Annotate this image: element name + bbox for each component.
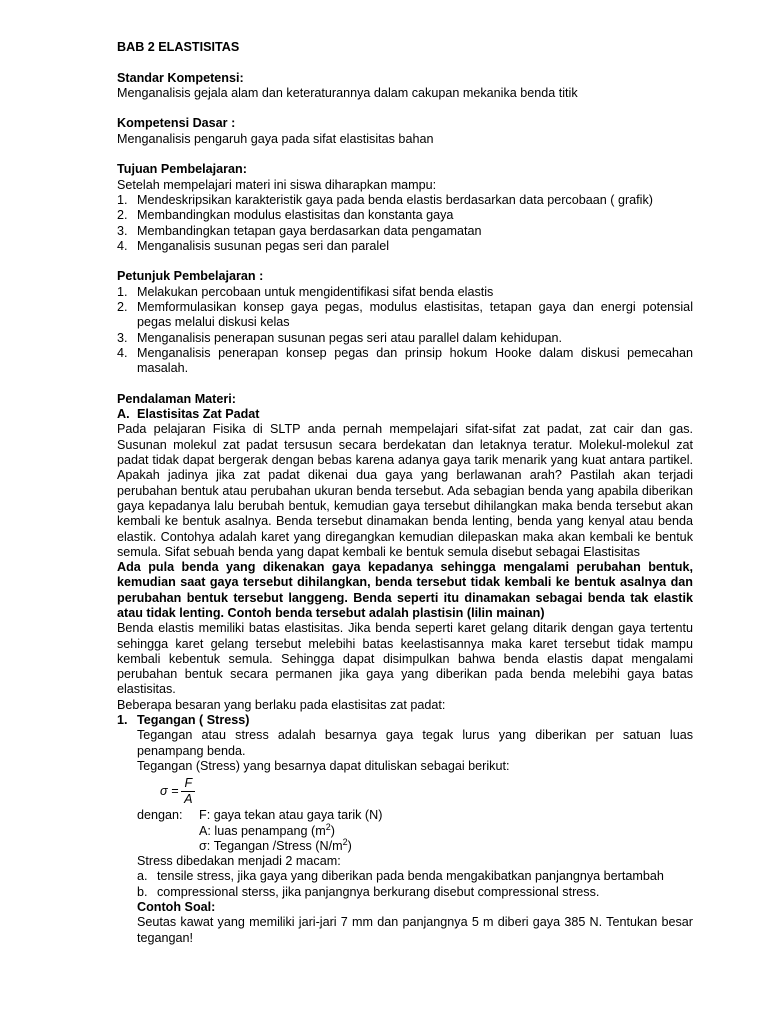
list-item: b. compressional sterss, jika panjangnya berkurang disebut compressional stress. [137, 884, 600, 899]
tegangan-body [137, 728, 693, 946]
chapter-title: BAB 2 ELASTISITAS [117, 40, 240, 54]
formula-fraction [181, 776, 195, 807]
formula-intro: Tegangan (Stress) yang besarnya dapat dituliskan sebagai berikut: [137, 758, 510, 773]
formula-denominator: A [184, 791, 193, 806]
tujuan-heading: Tujuan Pembelajaran: [117, 162, 247, 177]
petunjuk-heading: Petunjuk Pembelajaran : [117, 269, 264, 284]
sk-text: Menganalisis gejala alam dan keteraturannya dalam cakupan mekanika benda titik [117, 85, 578, 100]
sk-heading: Standar Kompetensi: [117, 70, 244, 85]
paragraph: Benda elastis memiliki batas elastisitas. Jika benda seperti karet gelang ditarik dengan gaya tertentu sehingga karet gelang tersebut melebihi batas keelastisannya maka karet tersebut tidak mampu kembali kebentuk semula. Sehingga dapat disimpulkan bahwa benda elastis dapat mengalami perubahan bentuk secara permanen jika gaya yang diberikan pada benda melebihi gaya batas elastisitas. [117, 621, 693, 697]
stress-types-intro: Stress dibedakan menjadi 2 macam: [137, 854, 341, 869]
def-stress: σ: Tegangan /Stress $(N/m^2)$ [199, 836, 352, 853]
dengan-label: dengan: [137, 808, 183, 823]
list-item: 3. Membandingkan tetapan gaya berdasarkan data pengamatan [117, 223, 482, 238]
def-area: A: luas penampang $(m^2)$ [199, 821, 335, 838]
section-heading: A. Elastisitas Zat Padat [117, 407, 260, 422]
list-item: 2. Memformulasikan konsep gaya pegas, modulus elastisitas, tetapan gaya dan energi potensial pegas melalui diskusi kelas [117, 300, 693, 330]
list-item: 3. Menganalisis penerapan susunan pegas seri atau parallel dalam kehidupan. [117, 330, 562, 345]
contoh-text: Seutas kawat yang memiliki jari-jari 7 mm dan panjangnya 5 m diberi gaya 385 N. Tentukan besar tegangan! [137, 915, 693, 945]
definition-row [137, 808, 693, 823]
def-force: F: gaya tekan atau gaya tarik (N) [199, 808, 383, 823]
list-item: 4. Menganalisis susunan pegas seri dan paralel [117, 238, 390, 253]
kd-heading: Kompetensi Dasar : [117, 116, 236, 131]
pendalaman-heading: Pendalaman Materi: [117, 391, 236, 406]
list-item: 1. Melakukan percobaan untuk mengidentifikasi sifat benda elastis [117, 284, 494, 299]
paragraph-bold: Ada pula benda yang dikenakan gaya kepadanya sehingga mengalami perubahan bentuk, kemudian saat gaya tersebut dihilangkan, benda tersebut tidak kembali ke bentuk asalnya dan perubahan bentuk tersebut langgeng. Benda seperti itu dinamakan sebagai benda tak elastik atau tidak lenting. Contoh benda tersebut adalah plastisin (lilin mainan) [117, 560, 693, 620]
tujuan-list [117, 193, 693, 254]
list-item: 2. Membandingkan modulus elastisitas dan konstanta gaya [117, 208, 454, 223]
formula-numerator: F [181, 776, 195, 792]
list-item: 4. Menganalisis penerapan konsep pegas dan prinsip hokum Hooke dalam diskusi pemecahan masalah. [117, 345, 693, 376]
list-item: 1. Mendeskripsikan karakteristik gaya pada benda elastis berdasarkan data percobaan ( grafik) [117, 192, 653, 207]
contoh-heading: Contoh Soal: [137, 900, 216, 915]
kd-text: Menganalisis pengaruh gaya pada sifat elastisitas bahan [117, 131, 434, 146]
paragraph: Pada pelajaran Fisika di SLTP anda pernah mempelajari sifat-sifat zat padat, zat cair dan gas. Susunan molekul zat padat tersusun secara berdekatan dan letaknya teratur. Molekul-molekul zat padat tidak dapat bergerak dengan bebas karena adanya gaya tarik menarik yang kuat antara partikel. Apakah jadinya jika zat padat dikenai dua gaya yang berlawanan arah? Pastilah akan terjadi perubahan bentuk atau perubahan ukuran benda tersebut. Ada sebagian benda yang apabila diberikan gaya kepadanya lalu berubah bentuk, kemudian gaya tersebut dihilangkan maka benda tersebut akan kembali ke bentuk asalnya. Benda tersebut dinamakan benda lenting, benda yang kenyal atau benda elastik. Contohya adalah karet yang diregangkan kemudian dilepaskan maka akan kembali ke bentuk semula. Sifat sebuah benda yang dapat kembali ke bentuk semula disebut sebagai Elastisitas [117, 422, 693, 559]
formula-lhs: σ = [160, 783, 179, 798]
paragraph: Beberapa besaran yang berlaku pada elastisitas zat padat: [117, 697, 446, 712]
subsection-heading: 1. Tegangan ( Stress) [117, 713, 250, 728]
tegangan-definition: Tegangan atau stress adalah besarnya gaya tegak lurus yang diberikan per satuan luas penampang benda. [137, 728, 693, 758]
document-page [117, 40, 693, 946]
list-item: a. tensile stress, jika gaya yang diberikan pada benda mengakibatkan panjangnya bertambah [137, 869, 664, 884]
petunjuk-list [117, 285, 693, 377]
stress-formula [160, 774, 693, 808]
tujuan-intro: Setelah mempelajari materi ini siswa diharapkan mampu: [117, 177, 437, 192]
